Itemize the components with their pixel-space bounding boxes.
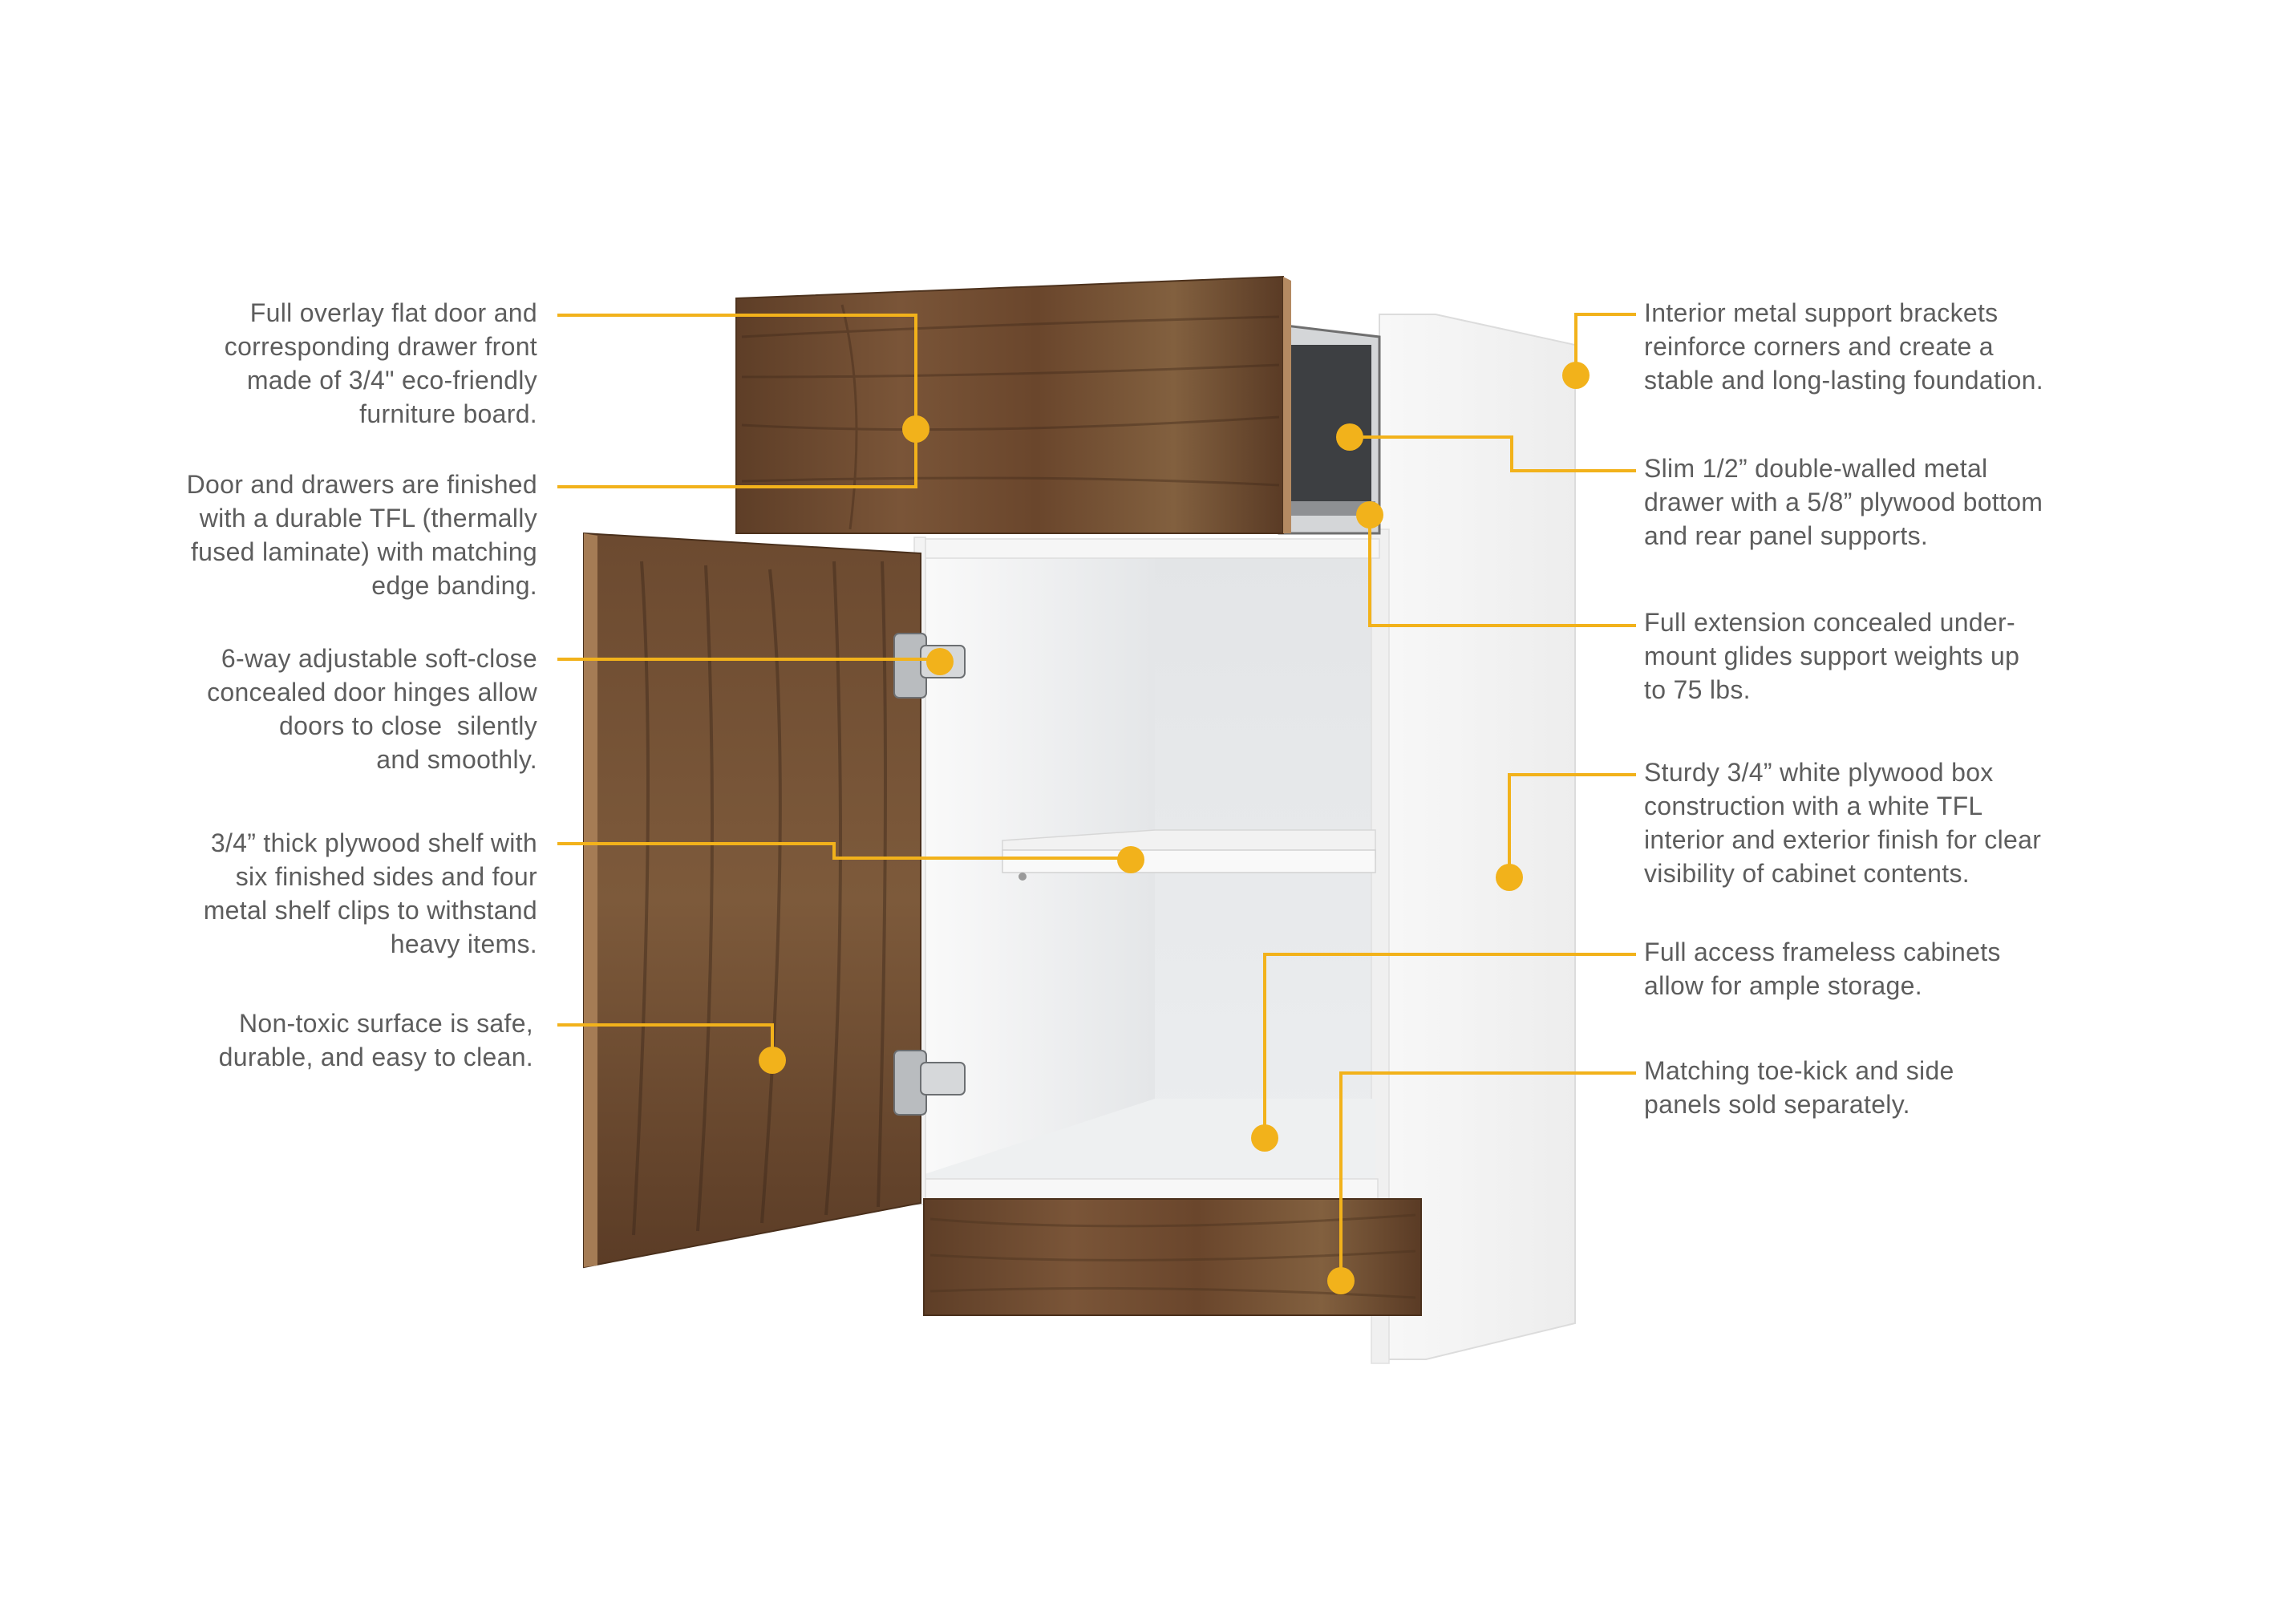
callout-line: Interior metal support brackets [1644, 298, 1999, 327]
callout-line: mount glides support weights up [1644, 642, 2020, 670]
callout-line: heavy items. [390, 929, 537, 958]
callout-access [1644, 935, 2001, 1002]
callout-tfl-finish [187, 468, 537, 602]
callout-hinges [207, 642, 537, 776]
callout-line: Matching toe-kick and side [1644, 1056, 1954, 1085]
cabinet-door [584, 533, 921, 1267]
callout-glides [1644, 605, 2019, 707]
drawer-front-edge [1283, 277, 1291, 533]
callout-line: corresponding drawer front [224, 332, 537, 361]
cabinet-top-rail [921, 539, 1379, 558]
door-edge [584, 533, 597, 1267]
cabinet-shelf-front-edge [1002, 850, 1375, 873]
callout-line: reinforce corners and create a [1644, 332, 1994, 361]
callout-line: drawer with a 5/8” plywood bottom [1644, 488, 2043, 516]
callout-dot-access [1251, 1124, 1278, 1152]
callout-drawer [1644, 452, 2043, 553]
callout-dot-brackets [1562, 362, 1590, 389]
callout-line: Full access frameless cabinets [1644, 938, 2001, 966]
callout-line: and rear panel supports. [1644, 521, 1929, 550]
callout-shelf [204, 826, 537, 961]
callout-line: stable and long-lasting foundation. [1644, 366, 2043, 395]
callout-line: and smoothly. [376, 745, 537, 774]
callout-dot-toekick [1327, 1267, 1355, 1294]
callout-dot-surface [759, 1047, 786, 1074]
callout-door-front [225, 296, 537, 431]
callout-line: made of 3/4" eco-friendly [246, 366, 537, 395]
callout-dot-door-front [902, 415, 929, 443]
callout-line: doors to close silently [278, 711, 537, 740]
callout-brackets [1644, 296, 2043, 397]
callout-line: Slim 1/2” double-walled metal [1644, 454, 1988, 483]
callout-line: metal shelf clips to withstand [203, 896, 537, 925]
callout-dot-glides [1356, 501, 1383, 529]
callout-dot-hinges [926, 648, 954, 675]
callout-surface [219, 1006, 533, 1074]
callout-line: with a durable TFL (thermally [199, 504, 537, 533]
callout-line: Full overlay flat door and [249, 298, 537, 327]
callout-line: edge banding. [371, 571, 537, 600]
callout-line: furniture board. [359, 399, 537, 428]
callout-line: concealed door hinges allow [207, 678, 537, 707]
callout-line: construction with a white TFL [1644, 792, 1983, 820]
callout-dot-drawer [1336, 423, 1363, 451]
callout-line: Sturdy 3/4” white plywood box [1644, 758, 1994, 787]
callout-line: Door and drawers are finished [186, 470, 537, 499]
callout-line: to 75 lbs. [1644, 675, 1751, 704]
callout-line: Full extension concealed under- [1644, 608, 2015, 637]
callout-line: six finished sides and four [235, 862, 537, 891]
callout-line: 3/4” thick plywood shelf with [210, 828, 537, 857]
metal-drawer-side [1287, 345, 1371, 505]
callout-line: fused laminate) with matching [190, 537, 537, 566]
callout-line: visibility of cabinet contents. [1644, 859, 1970, 888]
callout-line: panels sold separately. [1644, 1090, 1910, 1119]
callout-line: interior and exterior finish for clear [1644, 825, 2042, 854]
callout-line: durable, and easy to clean. [218, 1043, 533, 1071]
callout-line: allow for ample storage. [1644, 971, 1922, 1000]
shelf-clip [1019, 873, 1027, 881]
door-assembly [584, 533, 965, 1267]
callout-dot-box [1496, 864, 1523, 891]
callout-toekick [1644, 1054, 1954, 1121]
callout-box [1644, 755, 2041, 890]
callout-line: 6-way adjustable soft-close [221, 644, 537, 673]
callout-line: Non-toxic surface is safe, [238, 1009, 533, 1038]
callout-dot-shelf [1117, 846, 1144, 873]
